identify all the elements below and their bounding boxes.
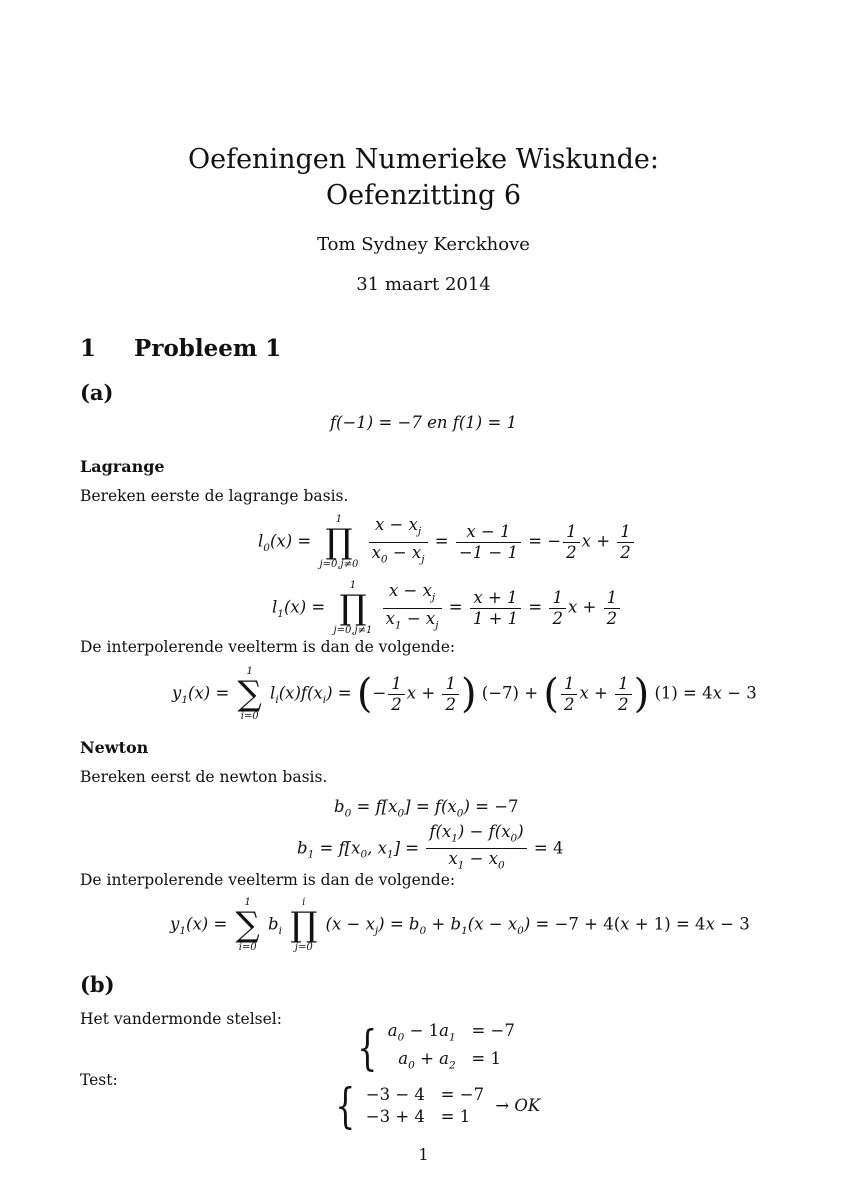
newton-heading: Newton	[80, 738, 149, 757]
newton-after: De interpolerende veelterm is dan de volgende:	[80, 871, 456, 889]
given-values: f(−1) = −7 en f(1) = 1	[329, 413, 518, 432]
date: 31 maart 2014	[356, 274, 491, 295]
lagrange-basis-l1: $l_1(x)$ = 1 ∏ j=0,j≠1 $\frac{x - x_j}{x_1 - x_j}$ = $\frac{x + 1}{1 + 1}$ = $\frac{1}{2}$ x + $\frac{1}{2}$	[272, 580, 622, 636]
section-heading	[80, 335, 281, 362]
vandermonde-label: Het vandermonde stelsel:	[80, 1010, 282, 1028]
lagrange-basis-l0: $l_0(x)$ = 1 ∏ j=0,j≠0 $\frac{x - x_j}{x_0 - x_j}$ = $\frac{x - 1}{-1 - 1}$ = − $\frac{1}{2}$ x + $\frac{1}{2}$	[258, 514, 636, 570]
lagrange-heading: Lagrange	[80, 457, 165, 476]
vandermonde-system: { $a_0 - 1a_1$ = −7 $a_0 + a_2$ = 1	[357, 1020, 515, 1077]
section-number: 1	[80, 335, 97, 362]
newton-intro: Bereken eerst de newton basis.	[80, 768, 328, 786]
test-system: { −3 − 4 = −7 −3 + 4 = 1 → OK	[335, 1078, 541, 1134]
newton-b0: $b_0 = f[x_0] = f(x_0) = -7$	[334, 797, 519, 820]
subsection-b-label: (b)	[80, 972, 115, 997]
lagrange-intro: Bereken eerste de lagrange basis.	[80, 487, 349, 505]
page-number: 1	[418, 1145, 429, 1164]
title-line-1: Oefeningen Numerieke Wiskunde:	[187, 144, 660, 175]
test-label: Test:	[80, 1071, 118, 1089]
author: Tom Sydney Kerckhove	[317, 234, 530, 255]
newton-polynomial: $y_1(x)$ = 1 ∑ i=0 $b_i$ i ∏ j=0 $(x - x_j) = b_0 + b_1(x - x_0) = -7 + 4(x + 1) = 4x - 3$	[170, 897, 750, 953]
ok-label: → OK	[495, 1095, 541, 1115]
section-title: Probleem 1	[134, 335, 282, 362]
lagrange-polynomial: $y_1(x)$ = 1 ∑ i=0 $l_i(x)f(x_i)$ = (− $\frac{1}{2}$ x + $\frac{1}{2}$ ) (−7) + ( $\frac{1}{2}$ x + $\frac{1}{2}$ ) (1) = 4x − 3	[172, 666, 757, 722]
document-title	[0, 142, 847, 214]
lagrange-after: De interpolerende veelterm is dan de volgende:	[80, 638, 456, 656]
title-line-2: Oefenzitting 6	[325, 180, 522, 211]
subsection-a-label: (a)	[80, 380, 114, 405]
newton-b1: $b_1 = f[x_0$, $x_1$] = $\frac{f(x_1) - f(x_0)}{x_1 - x_0}$ = 4	[297, 822, 564, 872]
